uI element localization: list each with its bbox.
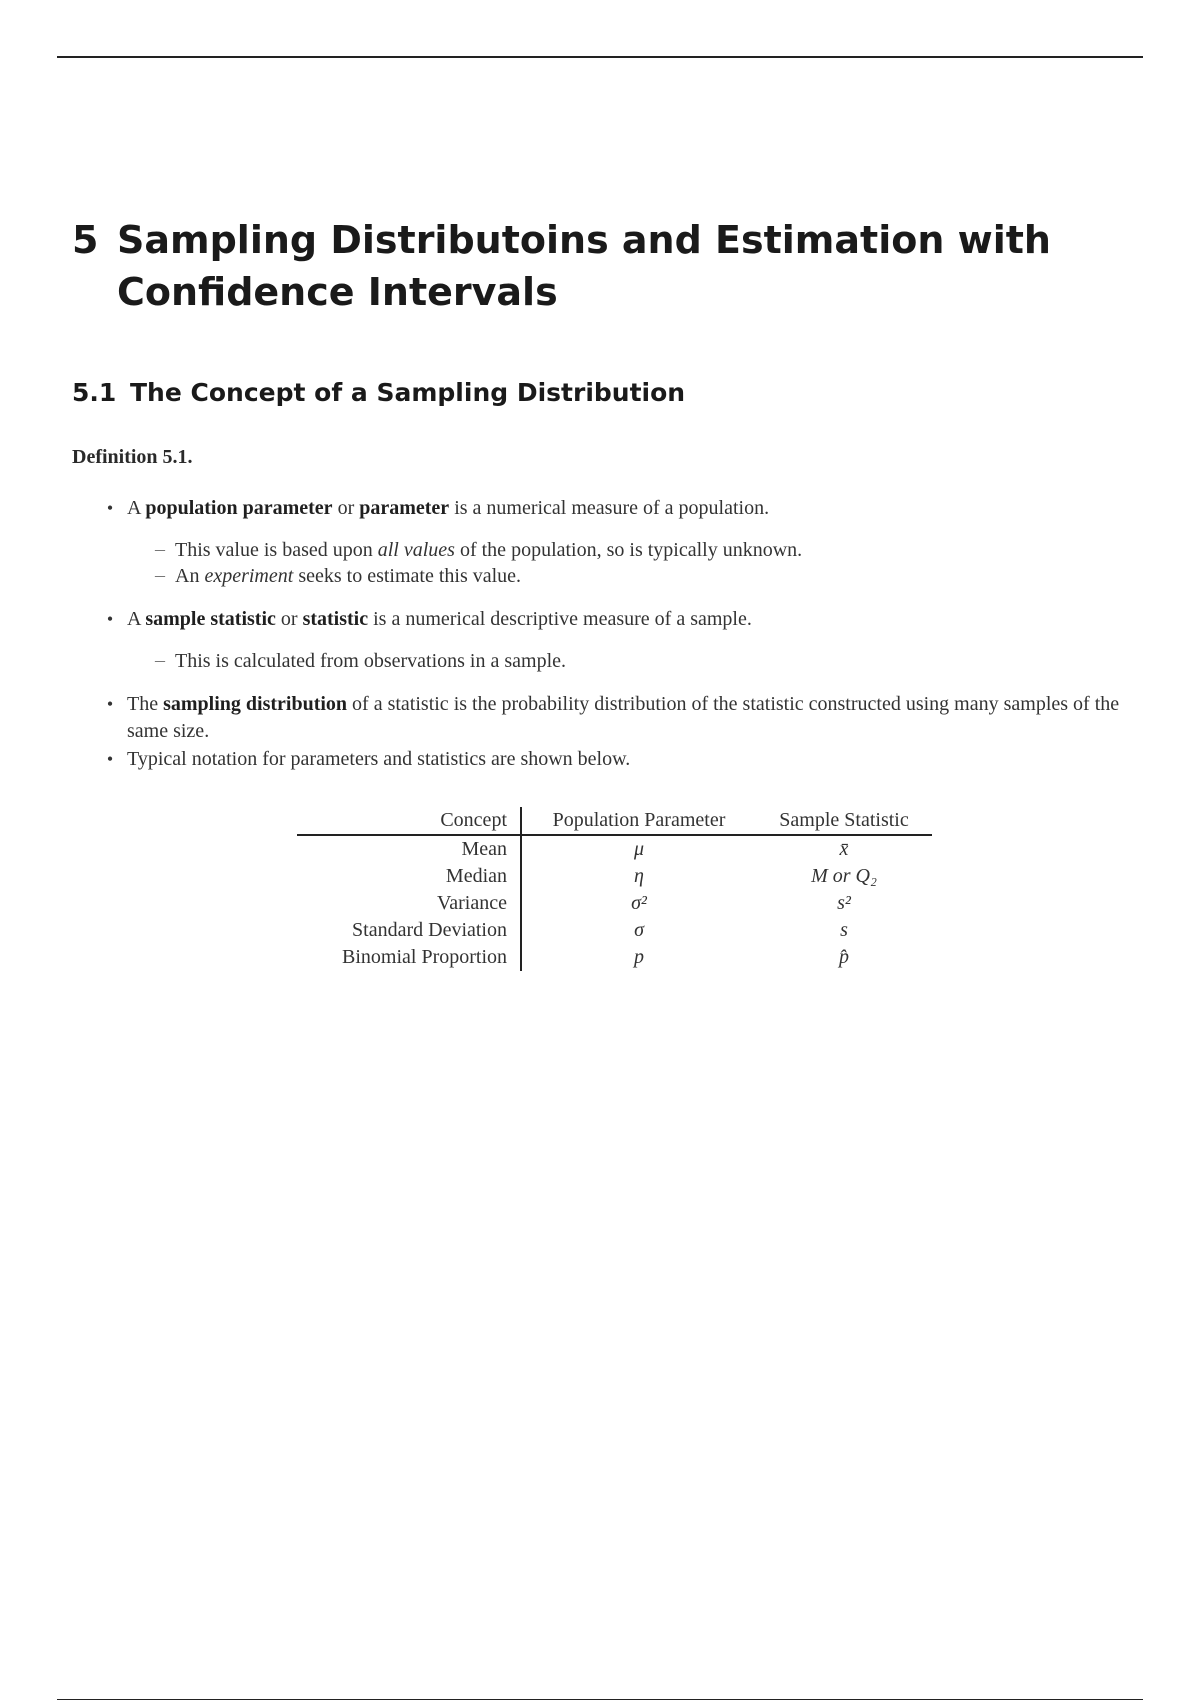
chapter-number: 5 bbox=[72, 218, 99, 262]
table-cell-concept: Binomial Proportion bbox=[297, 944, 521, 971]
table-header-row bbox=[297, 807, 932, 835]
table-cell-parameter: η bbox=[634, 865, 644, 887]
bullet-icon: • bbox=[106, 749, 114, 769]
table-cell-concept: Median bbox=[297, 863, 521, 890]
dash-icon: – bbox=[155, 564, 165, 586]
table-cell-statistic: s² bbox=[837, 892, 851, 914]
table-row bbox=[297, 890, 932, 917]
list-item-sample-statistic: • A sample statistic or statistic is a numerical descriptive measure of a sample. bbox=[127, 606, 1162, 633]
definition-heading: Definition 5.1. bbox=[72, 446, 193, 468]
table-row bbox=[297, 835, 932, 863]
list-item-notation: • Typical notation for parameters and statistics are shown below. bbox=[127, 746, 1162, 773]
table-cell-concept: Standard Deviation bbox=[297, 917, 521, 944]
table-row bbox=[297, 917, 932, 944]
sub-list-item: – This is calculated from observations in a sample. bbox=[155, 649, 567, 672]
table-cell-statistic: M or Q₂ bbox=[811, 865, 877, 887]
table-cell-parameter: μ bbox=[633, 838, 645, 860]
list-item-sampling-distribution: • The sampling distribution of a statistic is the probability distribution of the statistic constructed using many samples of the same size. bbox=[127, 691, 1162, 745]
column-header-concept: Concept bbox=[297, 807, 521, 835]
column-header-sample-statistic: Sample Statistic bbox=[756, 807, 932, 835]
table-cell-concept: Mean bbox=[297, 835, 521, 863]
table-row bbox=[297, 944, 932, 971]
term-parameter: parameter bbox=[359, 497, 450, 519]
term-sample-statistic: sample statistic bbox=[145, 608, 276, 630]
header-rule bbox=[57, 56, 1143, 58]
emphasis-experiment: experiment bbox=[204, 565, 294, 587]
sub-list-item: – This value is based upon all values of the population, so is typically unknown. bbox=[155, 538, 803, 561]
dash-icon: – bbox=[155, 538, 165, 560]
table-row bbox=[297, 863, 932, 890]
list-item-population-parameter: • A population parameter or parameter is a numerical measure of a population. bbox=[127, 495, 1162, 522]
bullet-icon: • bbox=[106, 609, 114, 629]
bullet-icon: • bbox=[106, 498, 114, 518]
table-cell-statistic: p̂ bbox=[839, 946, 849, 968]
term-sampling-distribution: sampling distribution bbox=[163, 693, 348, 715]
term-statistic: statistic bbox=[302, 608, 369, 630]
emphasis-all-values: all values bbox=[377, 539, 455, 561]
column-header-population-parameter: Population Parameter bbox=[521, 807, 756, 835]
table-cell-statistic: s bbox=[840, 919, 848, 941]
table-cell-statistic: x̄ bbox=[839, 838, 849, 860]
section-title bbox=[72, 376, 685, 410]
section-number: 5.1 bbox=[72, 378, 117, 407]
chapter-title bbox=[72, 214, 1072, 318]
table-cell-parameter: p bbox=[634, 946, 644, 968]
section-title-text: The Concept of a Sampling Distribution bbox=[130, 378, 686, 407]
dash-icon: – bbox=[155, 649, 165, 671]
chapter-title-text: Sampling Distributoins and Estimation with Confidence Intervals bbox=[117, 218, 1051, 314]
sub-list-item: – An experiment seeks to estimate this value. bbox=[155, 564, 522, 587]
term-population-parameter: population parameter bbox=[145, 497, 333, 519]
notation-table bbox=[297, 807, 932, 971]
table-cell-parameter: σ² bbox=[631, 892, 647, 914]
bullet-icon: • bbox=[106, 694, 114, 714]
table-cell-concept: Variance bbox=[297, 890, 521, 917]
table-cell-parameter: σ bbox=[634, 919, 644, 941]
